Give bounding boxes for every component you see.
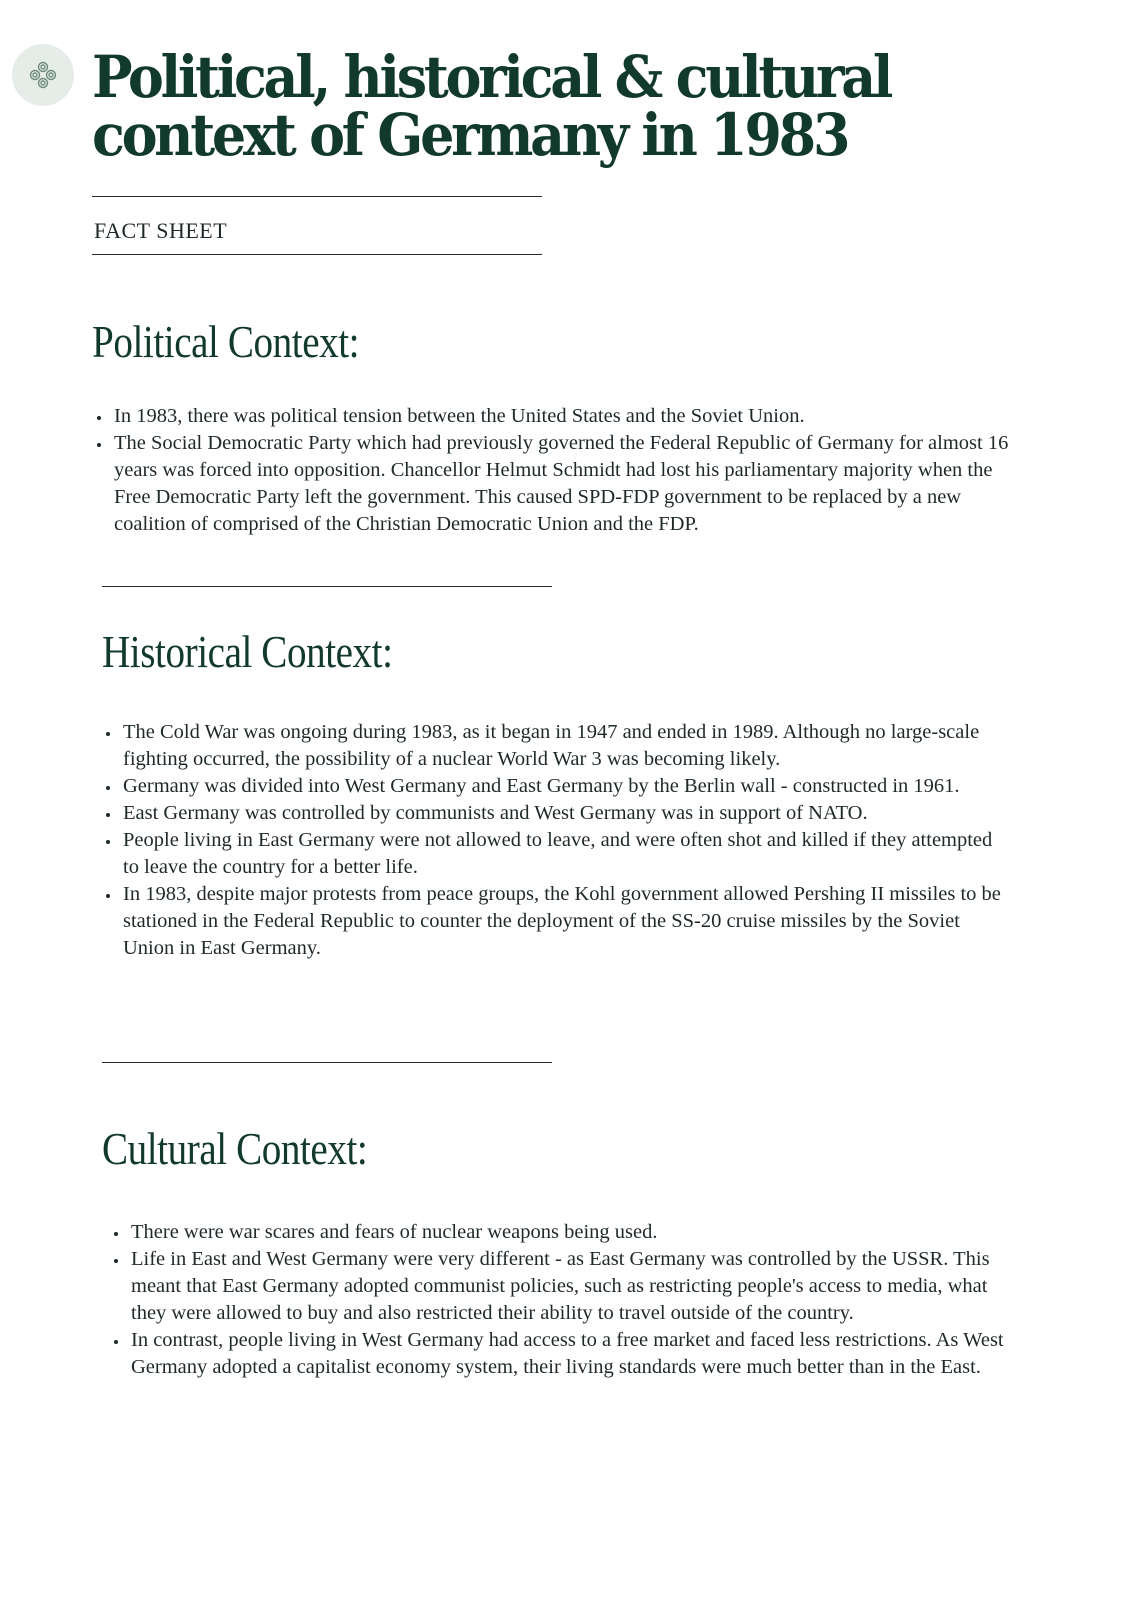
- divider: [102, 1062, 552, 1063]
- list-item: • There were war scares and fears of nuclear weapons being used.: [129, 1219, 1024, 1246]
- cultural-context-heading: Cultural Context:: [102, 1123, 368, 1174]
- logo: [12, 44, 74, 106]
- political-context-heading: Political Context:: [92, 316, 360, 367]
- cultural-context-list: [109, 1219, 1024, 1381]
- list-item: • Germany was divided into West Germany and East Germany by the Berlin wall - constructed in 1961.: [121, 773, 1006, 800]
- political-context-list: [92, 403, 1027, 538]
- list-item: • East Germany was controlled by communists and West Germany was in support of NATO.: [121, 800, 1006, 827]
- list-item: • The Cold War was ongoing during 1983, as it began in 1947 and ended in 1989. Although no large-scale fighting occurred, the possibility of a nuclear World War 3 was becoming likely.: [121, 719, 1006, 773]
- divider: [102, 586, 552, 587]
- swirl-ornament-icon: [26, 58, 60, 92]
- list-item: • In 1983, there was political tension between the United States and the Soviet Union.: [112, 403, 1027, 430]
- list-item: • People living in East Germany were not allowed to leave, and were often shot and killed if they attempted to leave the country for a better life.: [121, 827, 1006, 881]
- divider: [92, 196, 542, 197]
- divider: [92, 254, 542, 255]
- page-title: Political, historical & cultural context of Germany in 1983: [92, 43, 891, 169]
- historical-context-list: [101, 719, 1006, 962]
- list-item: • The Social Democratic Party which had previously governed the Federal Republic of Germany for almost 16 years was forced into opposition. Chancellor Helmut Schmidt had lost his parliamentary majority when the Free Democratic Party left the government. This caused SPD-FDP government to be replaced by a new coalition of comprised of the Christian Democratic Union and the FDP.: [112, 430, 1027, 538]
- list-item: • In contrast, people living in West Germany had access to a free market and faced less restrictions. As West Germany adopted a capitalist economy system, their living standards were much better than in the East.: [129, 1327, 1024, 1381]
- list-item: • In 1983, despite major protests from peace groups, the Kohl government allowed Pershing II missiles to be stationed in the Federal Republic to counter the deployment of the SS-20 cruise missiles by the Soviet Union in East Germany.: [121, 881, 1006, 962]
- list-item: • Life in East and West Germany were very different - as East Germany was controlled by the USSR. This meant that East Germany adopted communist policies, such as restricting people's access to media, what they were allowed to buy and also restricted their ability to travel outside of the country.: [129, 1246, 1024, 1327]
- document-type-label: FACT SHEET: [94, 218, 228, 243]
- historical-context-heading: Historical Context:: [102, 626, 393, 677]
